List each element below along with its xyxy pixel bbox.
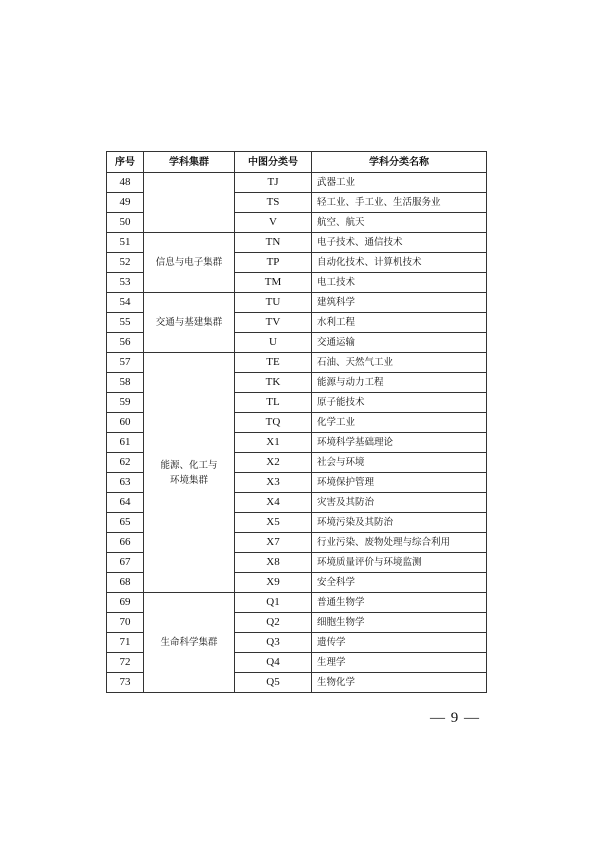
discipline-name: 行业污染、废物处理与综合利用 bbox=[312, 533, 487, 553]
discipline-name: 生理学 bbox=[312, 653, 487, 673]
clc-code: TQ bbox=[235, 413, 312, 433]
discipline-name: 交通运输 bbox=[312, 333, 487, 353]
row-number: 59 bbox=[107, 393, 144, 413]
row-number: 55 bbox=[107, 313, 144, 333]
clc-code: Q2 bbox=[235, 613, 312, 633]
clc-code: X2 bbox=[235, 453, 312, 473]
clc-code: TL bbox=[235, 393, 312, 413]
discipline-name: 建筑科学 bbox=[312, 293, 487, 313]
discipline-name: 普通生物学 bbox=[312, 593, 487, 613]
row-number: 72 bbox=[107, 653, 144, 673]
row-number: 56 bbox=[107, 333, 144, 353]
clc-code: X5 bbox=[235, 513, 312, 533]
cluster-name: 生命科学集群 bbox=[144, 593, 235, 693]
row-number: 68 bbox=[107, 573, 144, 593]
clc-code: U bbox=[235, 333, 312, 353]
clc-code: TS bbox=[235, 193, 312, 213]
clc-code: TK bbox=[235, 373, 312, 393]
clc-code: TP bbox=[235, 253, 312, 273]
table-row bbox=[107, 173, 487, 193]
discipline-name: 化学工业 bbox=[312, 413, 487, 433]
discipline-name: 灾害及其防治 bbox=[312, 493, 487, 513]
row-number: 50 bbox=[107, 213, 144, 233]
row-number: 71 bbox=[107, 633, 144, 653]
row-number: 51 bbox=[107, 233, 144, 253]
row-number: 54 bbox=[107, 293, 144, 313]
discipline-name: 安全科学 bbox=[312, 573, 487, 593]
discipline-name: 电子技术、通信技术 bbox=[312, 233, 487, 253]
discipline-table bbox=[106, 151, 487, 693]
row-number: 49 bbox=[107, 193, 144, 213]
clc-code: V bbox=[235, 213, 312, 233]
discipline-name: 武器工业 bbox=[312, 173, 487, 193]
discipline-name: 原子能技术 bbox=[312, 393, 487, 413]
clc-code: Q4 bbox=[235, 653, 312, 673]
clc-code: X3 bbox=[235, 473, 312, 493]
discipline-name: 生物化学 bbox=[312, 673, 487, 693]
clc-code: Q1 bbox=[235, 593, 312, 613]
row-number: 63 bbox=[107, 473, 144, 493]
discipline-name: 遗传学 bbox=[312, 633, 487, 653]
clc-code: X7 bbox=[235, 533, 312, 553]
row-number: 65 bbox=[107, 513, 144, 533]
row-number: 48 bbox=[107, 173, 144, 193]
discipline-name: 自动化技术、计算机技术 bbox=[312, 253, 487, 273]
clc-code: TN bbox=[235, 233, 312, 253]
clc-code: TM bbox=[235, 273, 312, 293]
clc-code: TE bbox=[235, 353, 312, 373]
row-number: 57 bbox=[107, 353, 144, 373]
discipline-name: 能源与动力工程 bbox=[312, 373, 487, 393]
discipline-name: 电工技术 bbox=[312, 273, 487, 293]
header-discipline-name: 学科分类名称 bbox=[312, 152, 487, 173]
row-number: 69 bbox=[107, 593, 144, 613]
row-number: 62 bbox=[107, 453, 144, 473]
discipline-name: 社会与环境 bbox=[312, 453, 487, 473]
discipline-name: 石油、天然气工业 bbox=[312, 353, 487, 373]
row-number: 58 bbox=[107, 373, 144, 393]
cluster-name: 信息与电子集群 bbox=[144, 233, 235, 293]
discipline-name: 环境质量评价与环境监测 bbox=[312, 553, 487, 573]
header-no: 序号 bbox=[107, 152, 144, 173]
discipline-name: 水利工程 bbox=[312, 313, 487, 333]
row-number: 53 bbox=[107, 273, 144, 293]
clc-code: Q3 bbox=[235, 633, 312, 653]
discipline-name: 航空、航天 bbox=[312, 213, 487, 233]
clc-code: TV bbox=[235, 313, 312, 333]
clc-code: X4 bbox=[235, 493, 312, 513]
clc-code: X1 bbox=[235, 433, 312, 453]
row-number: 70 bbox=[107, 613, 144, 633]
table-row bbox=[107, 293, 487, 313]
discipline-name: 轻工业、手工业、生活服务业 bbox=[312, 193, 487, 213]
discipline-name: 环境污染及其防治 bbox=[312, 513, 487, 533]
row-number: 60 bbox=[107, 413, 144, 433]
table-row bbox=[107, 233, 487, 253]
discipline-name: 细胞生物学 bbox=[312, 613, 487, 633]
cluster-name bbox=[144, 173, 235, 233]
clc-code: Q5 bbox=[235, 673, 312, 693]
row-number: 64 bbox=[107, 493, 144, 513]
row-number: 66 bbox=[107, 533, 144, 553]
row-number: 61 bbox=[107, 433, 144, 453]
clc-code: X9 bbox=[235, 573, 312, 593]
clc-code: X8 bbox=[235, 553, 312, 573]
row-number: 67 bbox=[107, 553, 144, 573]
table-row bbox=[107, 353, 487, 373]
clc-code: TU bbox=[235, 293, 312, 313]
row-number: 52 bbox=[107, 253, 144, 273]
table-header-row bbox=[107, 152, 487, 173]
header-clc-code: 中图分类号 bbox=[235, 152, 312, 173]
clc-code: TJ bbox=[235, 173, 312, 193]
discipline-name: 环境保护管理 bbox=[312, 473, 487, 493]
cluster-name: 能源、化工与 环境集群 bbox=[144, 353, 235, 593]
header-cluster: 学科集群 bbox=[144, 152, 235, 173]
discipline-name: 环境科学基础理论 bbox=[312, 433, 487, 453]
cluster-name: 交通与基建集群 bbox=[144, 293, 235, 353]
row-number: 73 bbox=[107, 673, 144, 693]
page-number: — 9 — bbox=[430, 710, 480, 726]
table-row bbox=[107, 593, 487, 613]
